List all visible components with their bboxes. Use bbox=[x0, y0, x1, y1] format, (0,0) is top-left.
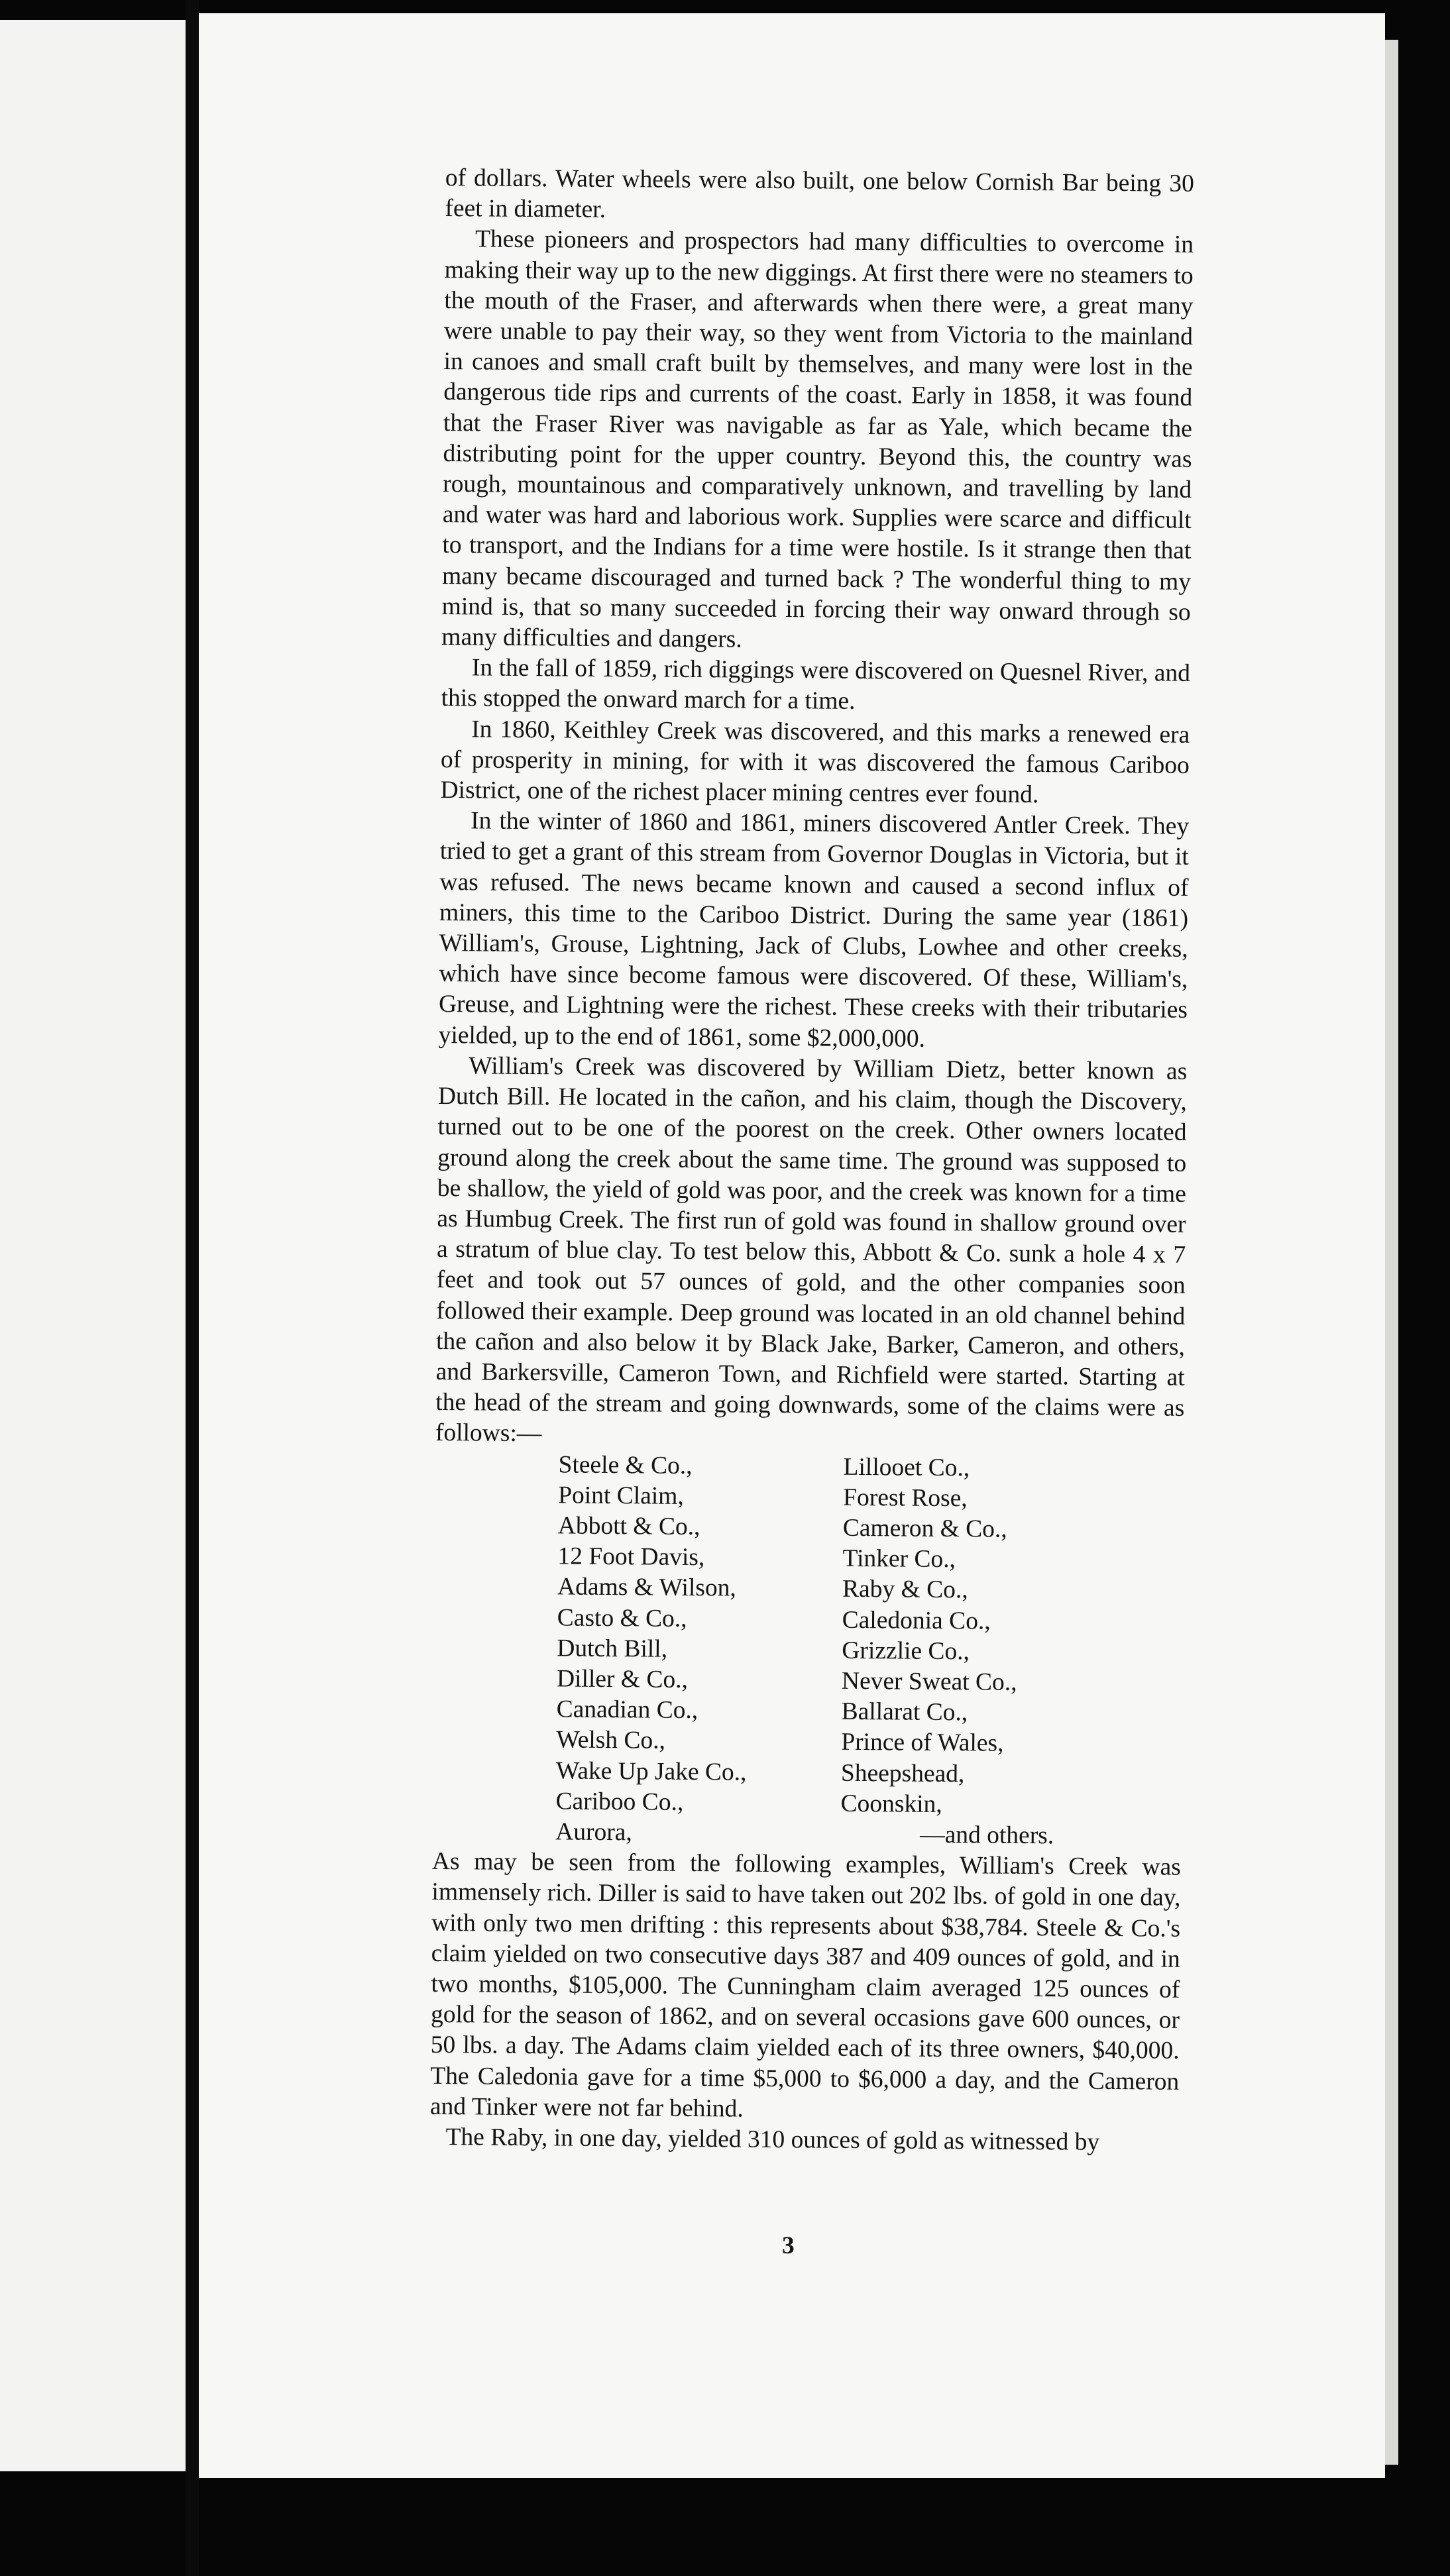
claim-right: Forest Rose, bbox=[843, 1483, 968, 1512]
claim-left: Steele & Co., bbox=[558, 1450, 693, 1479]
claim-right: Cameron & Co., bbox=[842, 1514, 1007, 1543]
paragraph: The Raby, in one day, yielded 310 ounces of gold as witnessed by bbox=[445, 2123, 1100, 2156]
claim-left: Cariboo Co., bbox=[555, 1788, 684, 1816]
claim-left: Canadian Co., bbox=[556, 1695, 698, 1725]
claim-right: —and others. bbox=[920, 1821, 1054, 1850]
paragraph: In the winter of 1860 and 1861, miners discovered Antler Creek. They tried to get a grant of this stream from Governor Douglas in Victoria, but it was refused. The news became known and caused a second influx of miners, this time to the Cariboo District. During the same year (1861) William's, Grouse, Lightning, Jack of Clubs, Lowhee and other creeks, which have since become famous were discovered. Of these, William's, Greuse, and Lightning were the richest. These creeks with their tributaries yielded, up to the end of 1861, some $2,000,000. bbox=[438, 807, 1190, 1053]
paragraph: In 1860, Keithley Creek was discovered, and this marks a renewed era of prosperity in mining, for with it was discovered the famous Cariboo District, one of the richest placer mining centres ever found. bbox=[440, 715, 1190, 809]
claim-right: Prince of Wales, bbox=[841, 1729, 1004, 1758]
claim-left: Adams & Wilson, bbox=[557, 1573, 736, 1602]
page-edge bbox=[1385, 40, 1398, 2465]
page-number: 3 bbox=[782, 2232, 795, 2259]
claim-left: Diller & Co., bbox=[556, 1665, 689, 1693]
claim-right: Lillooet Co., bbox=[843, 1453, 970, 1481]
claim-right: Sheepshead, bbox=[840, 1759, 965, 1788]
claim-left: Wake Up Jake Co., bbox=[555, 1756, 747, 1786]
claim-right: Ballarat Co., bbox=[841, 1697, 968, 1727]
claim-right: Coonskin, bbox=[840, 1790, 942, 1818]
body-text bbox=[429, 163, 1194, 2159]
paragraph: These pioneers and prospectors had many difficulties to overcome in making their way up to the new diggings. At first there were no steamers to the mouth of the Fraser, and afterwards when there were, a great many were unable to pay their way, so they went from Victoria to the mainland in canoes and small craft built by themselves, and many were lost in the dangerous tide rips and currents of the coast. Early in 1858, it was found that the Fraser River was navigable as far as Yale, which became the distributing point for the upper country. Beyond this, the country was rough, mountainous and comparatively unknown, and travelling by land and water was hard and laborious work. Supplies were scarce and difficult to transport, and the Indians for a time were hostile. Is it strange then that many became discouraged and turned back ? The wonderful thing to my mind is, that so many succeeded in forcing their way onward through so many difficulties and dangers. bbox=[441, 225, 1194, 653]
paragraph: In the fall of 1859, rich diggings were discovered on Quesnel River, and this stopped the onward march for a time. bbox=[441, 654, 1191, 716]
claim-right: Tinker Co., bbox=[842, 1544, 956, 1574]
book-gutter bbox=[186, 0, 199, 2576]
claim-left: Casto & Co., bbox=[557, 1603, 687, 1633]
paragraph: of dollars. Water wheels were also built, one below Cornish Bar being 30 feet in diameter. bbox=[445, 164, 1194, 224]
claim-left: Point Claim, bbox=[558, 1481, 684, 1510]
paragraph: As may be seen from the following examples, William's Creek was immensely rich. Diller is said to have taken out 202 lbs. of gold in one day, with only two men drifting : this represents about $38,784. Steele & Co.'s claim yielded on two consecutive days 387 and 409 ounces of gold, and in two months, $105,000. The Cunningham claim averaged 125 ounces of gold for the season of 1862, and on several occasions gave 600 ounces, or 50 lbs. a day. The Adams claim yielded each of its three owners, $40,000. The Caledonia gave for a time $5,000 to $6,000 a day, and the Cameron and Tinker were not far behind. bbox=[429, 1848, 1181, 2123]
claim-right: Never Sweat Co., bbox=[841, 1667, 1017, 1696]
claim-right: Raby & Co., bbox=[842, 1576, 968, 1604]
claim-right: Grizzlie Co., bbox=[842, 1637, 970, 1666]
claim-left: 12 Foot Davis, bbox=[557, 1542, 705, 1572]
claim-right: Caledonia Co., bbox=[842, 1606, 991, 1635]
facing-page bbox=[0, 20, 186, 2471]
claim-left: Aurora, bbox=[555, 1818, 632, 1847]
claim-left: Abbott & Co., bbox=[557, 1512, 700, 1541]
claim-left: Welsh Co., bbox=[556, 1726, 666, 1755]
claim-left: Dutch Bill, bbox=[557, 1635, 668, 1663]
paragraph: William's Creek was discovered by William Dietz, better known as Dutch Bill. He located in the cañon, and his claim, though the Discovery, turned out to be one of the poorest on the creek. Other owners located ground along the creek about the same time. The ground was supposed to be shallow, the yield of gold was poor, and the creek was known for a time as Humbug Creek. The first run of gold was found in shallow ground over a stratum of blue clay. To test below this, Abbott & Co. sunk a hole 4 x 7 feet and took out 57 ounces of gold, and the other companies soon followed their example. Deep ground was located in an old channel behind the cañon and also below it by Black Jake, Barker, Cameron, and others, and Barkersville, Cameron Town, and Richfield were started. Starting at the head of the stream and going downwards, some of the claims were as follows:— bbox=[435, 1052, 1188, 1448]
claims-list bbox=[555, 1450, 1184, 1852]
